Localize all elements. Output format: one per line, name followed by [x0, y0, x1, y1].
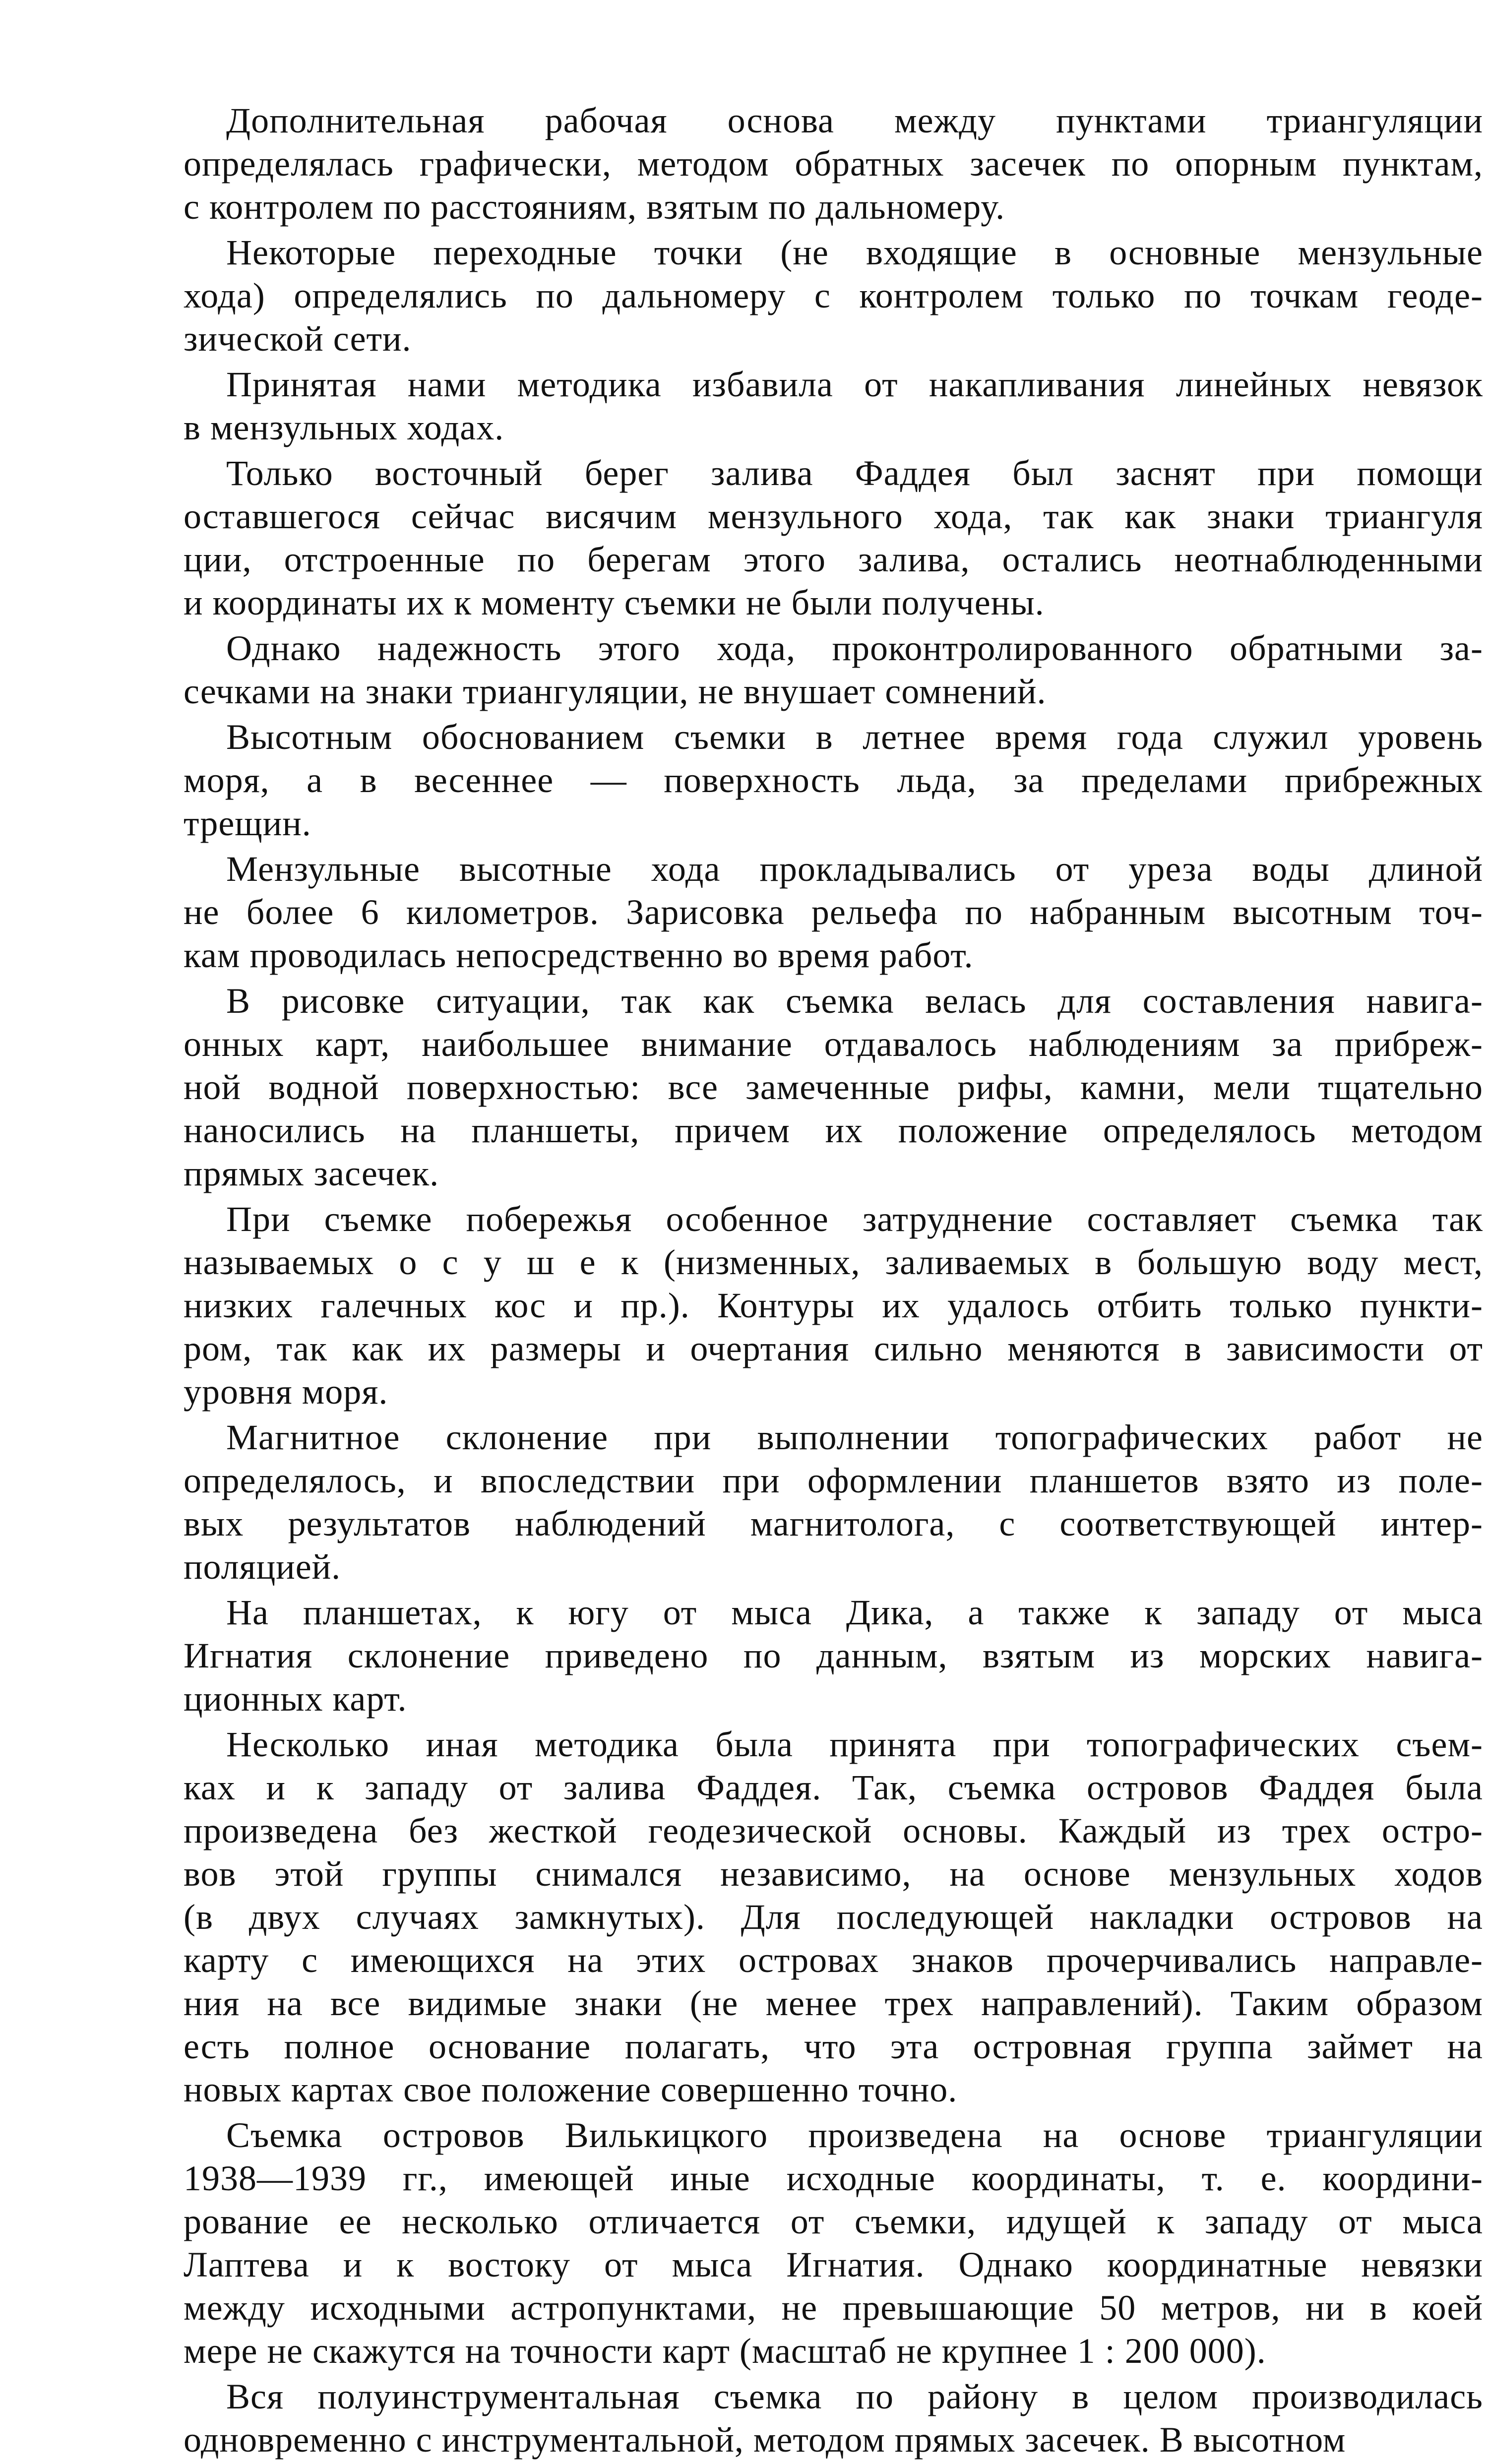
text-line: Вся полуинструментальная съемка по району в целом производилась — [226, 2377, 1483, 2416]
text-line: мере не скажутся на точности карт (масштаб не крупнее 1 : 200 000). — [184, 2331, 1266, 2371]
text-line: Съемка островов Вилькицкого произведена на основе триангуляции — [226, 2115, 1483, 2155]
text-line: называемых о с у ш е к (низменных, заливаемых в большую воду мест, — [184, 1242, 1483, 1282]
paragraph — [184, 627, 1483, 713]
paragraph — [184, 452, 1483, 624]
text-line: Несколько иная методика была принята при топографических съем- — [226, 1725, 1483, 1764]
paragraph — [184, 980, 1483, 1195]
text-line: зической сети. — [184, 319, 412, 359]
text-line: прямых засечек. — [184, 1154, 439, 1193]
text-line: сечками на знаки триангуляции, не внушает сомнений. — [184, 672, 1047, 711]
text-line: есть полное основание полагать, что эта островная группа займет на — [184, 2027, 1483, 2066]
text-line: между исходными астропунктами, не превышающие 50 метров, ни в коей — [184, 2288, 1483, 2328]
paragraph — [184, 848, 1483, 977]
text-line: поляцией. — [184, 1547, 341, 1587]
text-line: ках и к западу от залива Фаддея. Так, съемка островов Фаддея была — [184, 1768, 1483, 1807]
text-line: низких галечных кос и пр.). Контуры их удалось отбить только пункти- — [184, 1286, 1483, 1325]
document-page — [184, 99, 1483, 2464]
text-line: При съемке побережья особенное затруднение составляет съемка так — [226, 1199, 1483, 1239]
text-line: уровня моря. — [184, 1372, 388, 1412]
text-line: оставшегося сейчас висячим мензульного хода, так как знаки триангуля — [184, 496, 1483, 536]
text-line: рование ее несколько отличается от съемки, идущей к западу от мыса — [184, 2202, 1483, 2241]
text-line: ции, отстроенные по берегам этого залива, остались неотнаблюденными — [184, 540, 1483, 579]
text-line: 1938—1939 гг., имеющей иные исходные координаты, т. е. координи- — [184, 2158, 1483, 2198]
text-line: не более 6 километров. Зарисовка рельефа по набранным высотным точ- — [184, 892, 1483, 932]
paragraph — [184, 1198, 1483, 1414]
text-line: Только восточный берег залива Фаддея был заснят при помощи — [226, 453, 1483, 493]
paragraph — [184, 99, 1483, 229]
text-line: карту с имеющихся на этих островах знаков прочерчивались направле- — [184, 1940, 1483, 1980]
paragraph — [184, 1416, 1483, 1589]
text-line: ной водной поверхностью: все замеченные рифы, камни, мели тщательно — [184, 1067, 1483, 1107]
text-line: Мензульные высотные хода прокладывались от уреза воды длиной — [226, 849, 1483, 889]
text-line: Игнатия склонение приведено по данным, взятым из морских навига- — [184, 1636, 1483, 1675]
text-line: кам проводилась непосредственно во время работ. — [184, 935, 974, 975]
text-line: Дополнительная рабочая основа между пунктами триангуляции — [226, 101, 1483, 140]
text-line: онных карт, наибольшее внимание отдавалось наблюдениям за прибреж- — [184, 1024, 1483, 1064]
paragraph — [184, 716, 1483, 845]
text-line: Некоторые переходные точки (не входящие в основные мензульные — [226, 233, 1483, 272]
text-line: ния на все видимые знаки (не менее трех направлений). Таким образом — [184, 1983, 1483, 2023]
paragraph — [184, 2114, 1483, 2373]
paragraph — [184, 1591, 1483, 1721]
text-line: В рисовке ситуации, так как съемка велась для составления навига- — [226, 981, 1483, 1021]
text-line: одновременно с инструментальной, методом прямых засечек. В высотном — [184, 2420, 1346, 2460]
text-line: (в двух случаях замкнутых). Для последующей накладки островов на — [184, 1897, 1483, 1937]
text-line: вых результатов наблюдений магнитолога, с соответствующей интер- — [184, 1504, 1483, 1543]
text-line: новых картах свое положение совершенно точно. — [184, 2070, 958, 2109]
text-line: Высотным обоснованием съемки в летнее время года служил уровень — [226, 717, 1483, 757]
text-line: хода) определялись по дальномеру с контролем только по точкам геоде- — [184, 276, 1483, 315]
text-line: Лаптева и к востоку от мыса Игнатия. Однако координатные невязки — [184, 2245, 1483, 2284]
text-line: в мензульных ходах. — [184, 408, 504, 447]
text-line: Однако надежность этого хода, проконтролированного обратными за- — [226, 628, 1483, 668]
text-line: наносились на планшеты, причем их положение определялось методом — [184, 1110, 1483, 1150]
text-line: вов этой группы снимался независимо, на основе мензульных ходов — [184, 1854, 1483, 1894]
paragraph — [184, 231, 1483, 361]
text-line: На планшетах, к югу от мыса Дика, а также к западу от мыса — [226, 1593, 1483, 1632]
text-line: Принятая нами методика избавила от накапливания линейных невязок — [226, 365, 1483, 404]
text-line: Магнитное склонение при выполнении топографических работ не — [226, 1417, 1483, 1457]
text-line: с контролем по расстояниям, взятым по дальномеру. — [184, 187, 1005, 227]
text-line: трещин. — [184, 803, 311, 843]
text-line: определялось, и впоследствии при оформлении планшетов взято из поле- — [184, 1461, 1483, 1500]
text-line: и координаты их к моменту съемки не были получены. — [184, 583, 1045, 622]
paragraph — [184, 1723, 1483, 2111]
paragraph — [184, 363, 1483, 449]
text-line: определялась графически, методом обратных засечек по опорным пунктам, — [184, 144, 1483, 184]
text-line: моря, а в весеннее — поверхность льда, за пределами прибрежных — [184, 760, 1483, 800]
text-line: произведена без жесткой геодезической основы. Каждый из трех остро- — [184, 1811, 1483, 1850]
paragraph — [184, 2375, 1483, 2462]
text-line: ром, так как их размеры и очертания сильно меняются в зависимости от — [184, 1329, 1483, 1368]
text-line: ционных карт. — [184, 1679, 407, 1719]
